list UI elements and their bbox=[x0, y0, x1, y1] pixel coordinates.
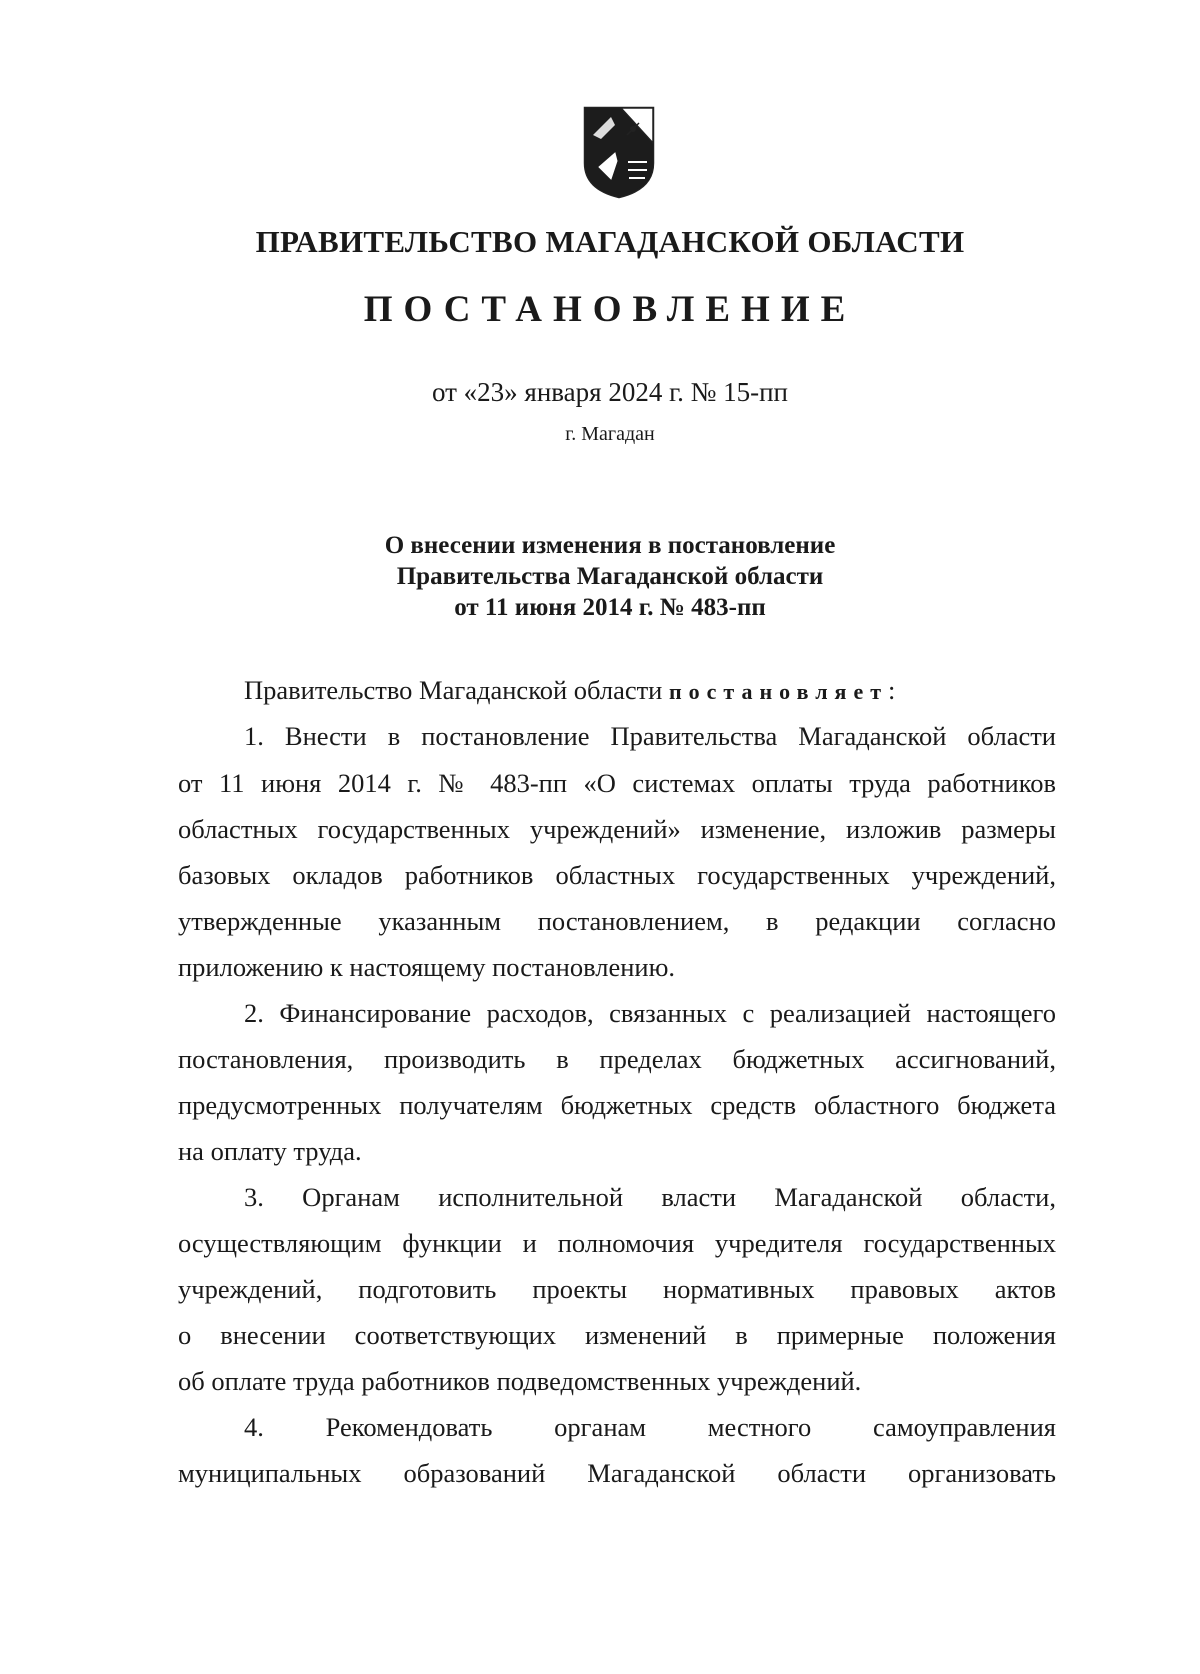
document-subject bbox=[0, 530, 1200, 623]
organization-title: ПРАВИТЕЛЬСТВО МАГАДАНСКОЙ ОБЛАСТИ bbox=[255, 224, 965, 259]
subject-line: от 11 июня 2014 г. № 483-пп bbox=[454, 594, 766, 621]
document-type: ПОСТАНОВЛЕНИЕ bbox=[363, 289, 857, 330]
paragraph-1-line: от 11 июня 2014 г. № 483-пп «О системах оплаты труда работников bbox=[178, 768, 1056, 798]
paragraph-1-line: базовых окладов работников областных государственных учреждений, bbox=[178, 860, 1056, 890]
paragraph-3-line: об оплате труда работников подведомственных учреждений. bbox=[178, 1366, 862, 1396]
paragraph-3-line: осуществляющим функции и полномочия учредителя государственных bbox=[178, 1228, 1056, 1258]
paragraph-4-line: 4. Рекомендовать органам местного самоуправления bbox=[244, 1412, 1056, 1442]
paragraph-1-line: утвержденные указанным постановлением, в редакции согласно bbox=[178, 906, 1056, 936]
document-date-number: от «23» января 2024 г. № 15-пп bbox=[431, 377, 789, 407]
paragraph-1-line: 1. Внести в постановление Правительства Магаданской области bbox=[244, 721, 1056, 751]
paragraph-4-line: муниципальных образований Магаданской области организовать bbox=[178, 1458, 1056, 1488]
document-city: г. Магадан bbox=[565, 423, 655, 445]
preamble-colon: : bbox=[888, 675, 896, 705]
paragraph-1-line: приложению к настоящему постановлению. bbox=[178, 952, 676, 982]
preamble-verb: постановляет bbox=[668, 679, 889, 704]
magadan-coat-of-arms-icon bbox=[581, 105, 657, 199]
paragraph-2-line: предусмотренных получателям бюджетных средств областного бюджета bbox=[178, 1090, 1056, 1120]
paragraph-3-line: о внесении соответствующих изменений в примерные положения bbox=[178, 1320, 1056, 1350]
paragraph-2-line: 2. Финансирование расходов, связанных с реализацией настоящего bbox=[244, 998, 1056, 1028]
paragraph-2-line: постановления, производить в пределах бюджетных ассигнований, bbox=[178, 1044, 1056, 1074]
preamble bbox=[178, 673, 1122, 707]
paragraph-1-line: областных государственных учреждений» изменение, изложив размеры bbox=[178, 814, 1056, 844]
preamble-text: Правительство Магаданской области bbox=[244, 675, 663, 705]
paragraph-2-line: на оплату труда. bbox=[178, 1136, 362, 1166]
paragraph-3-line: 3. Органам исполнительной власти Магаданской области, bbox=[244, 1182, 1056, 1212]
subject-line: О внесении изменения в постановление bbox=[384, 532, 836, 559]
subject-line: Правительства Магаданской области bbox=[396, 563, 824, 590]
paragraph-3-line: учреждений, подготовить проекты нормативных правовых актов bbox=[178, 1274, 1056, 1304]
